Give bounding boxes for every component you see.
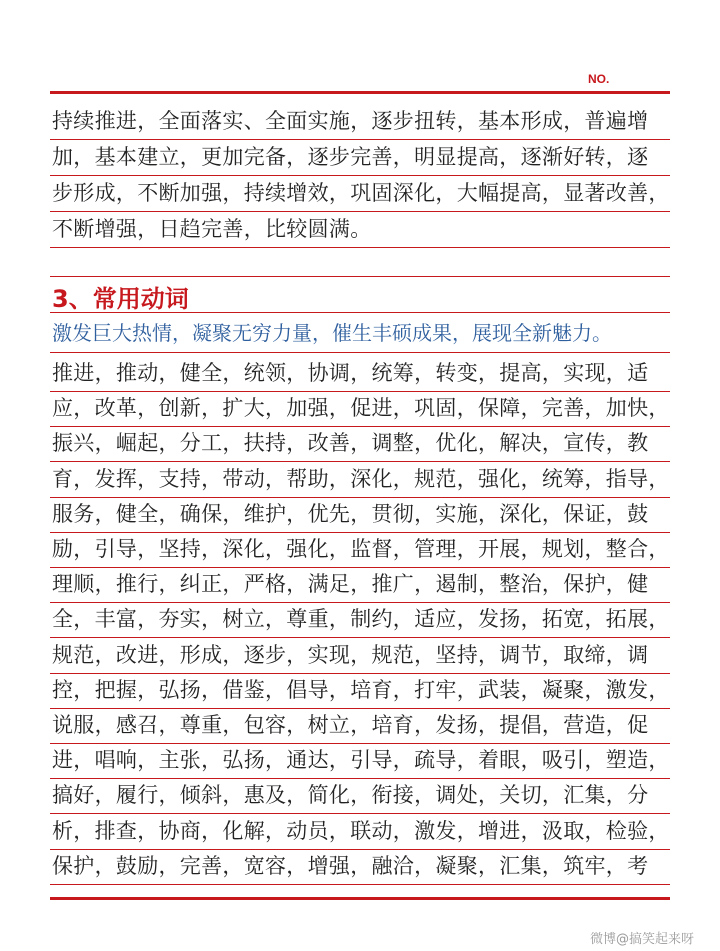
- text-line: 全，丰富，夯实，树立，尊重，制约，适应，发扬，拓宽，拓展，: [52, 607, 670, 632]
- ruled-line: [50, 813, 670, 814]
- text-line: 不断增强，日趋完善，比较圆满。: [52, 217, 372, 241]
- ruled-line: [50, 567, 670, 568]
- text-line: 理顺，推行，纠正，严格，满足，推广，遏制，整治，保护，健: [52, 572, 649, 597]
- text-line: 加，基本建立，更加完备，逐步完善，明显提高，逐渐好转，逐: [52, 145, 649, 169]
- text-line: 步形成，不断加强，持续增效，巩固深化，大幅提高，显著改善，: [52, 181, 670, 205]
- text-line: 振兴，崛起，分工，扶持，改善，调整，优化，解决，宣传，教: [52, 431, 649, 456]
- ruled-line: [50, 532, 670, 533]
- text-line: 应，改革，创新，扩大，加强，促进，巩固，保障，完善，加快，: [52, 396, 670, 421]
- ruled-line: [50, 778, 670, 779]
- ruled-line: [50, 884, 670, 885]
- ruled-line: [50, 211, 670, 212]
- ruled-line: [50, 673, 670, 674]
- text-line: 保护，鼓励，完善，宽容，增强，融洽，凝聚，汇集，筑牢，考: [52, 853, 649, 878]
- section-heading: 3、常用动词: [52, 285, 189, 313]
- section-slogan: 激发巨大热情，凝聚无穷力量，催生丰硕成果，展现全新魅力。: [52, 321, 612, 345]
- ruled-line: [50, 497, 670, 498]
- text-line: 说服，感召，尊重，包容，树立，培育，发扬，提倡，营造，促: [52, 713, 649, 737]
- ruled-line: [50, 352, 670, 353]
- text-line: 控，把握，弘扬，借鉴，倡导，培育，打牢，武装，凝聚，激发，: [52, 677, 670, 702]
- ruled-line: [50, 461, 670, 462]
- text-line: 服务，健全，确保，维护，优先，贯彻，实施，深化，保证，鼓: [52, 501, 649, 526]
- ruled-line: [50, 743, 670, 744]
- ruled-line: [50, 637, 670, 638]
- ruled-line: [50, 139, 670, 140]
- ruled-line: [50, 708, 670, 709]
- text-line: 推进，推动，健全，统领，协调，统筹，转变，提高，实现，适: [52, 361, 649, 385]
- text-line: 持续推进，全面落实、全面实施，逐步扭转，基本形成，普遍增: [52, 109, 649, 133]
- ruled-line: [50, 247, 670, 248]
- text-line: 规范，改进，形成，逐步，实现，规范，坚持，调节，取缔，调: [52, 642, 649, 667]
- ruled-line: [50, 602, 670, 603]
- text-line: 进，唱响，主张，弘扬，通达，引导，疏导，着眼，吸引，塑造，: [52, 748, 670, 773]
- ruled-line: [50, 276, 670, 277]
- text-line: 育，发挥，支持，带动，帮助，深化，规范，强化，统筹，指导，: [52, 466, 670, 491]
- ruled-line: [50, 849, 670, 850]
- text-line: 励，引导，坚持，深化，强化，监督，管理，开展，规划，整合，: [52, 537, 670, 561]
- bottom-rule: [50, 897, 670, 900]
- top-rule: [50, 91, 670, 94]
- page-number-label: NO.: [588, 72, 610, 86]
- ruled-line: [50, 175, 670, 176]
- text-line: 搞好，履行，倾斜，惠及，简化，衔接，调处，关切，汇集，分: [52, 783, 649, 808]
- ruled-line: [50, 426, 670, 427]
- ruled-line: [50, 391, 670, 392]
- text-line: 析，排查，协商，化解，动员，联动，激发，增进，汲取，检验，: [52, 818, 670, 843]
- watermark: 微博@搞笑起来呀: [590, 932, 695, 947]
